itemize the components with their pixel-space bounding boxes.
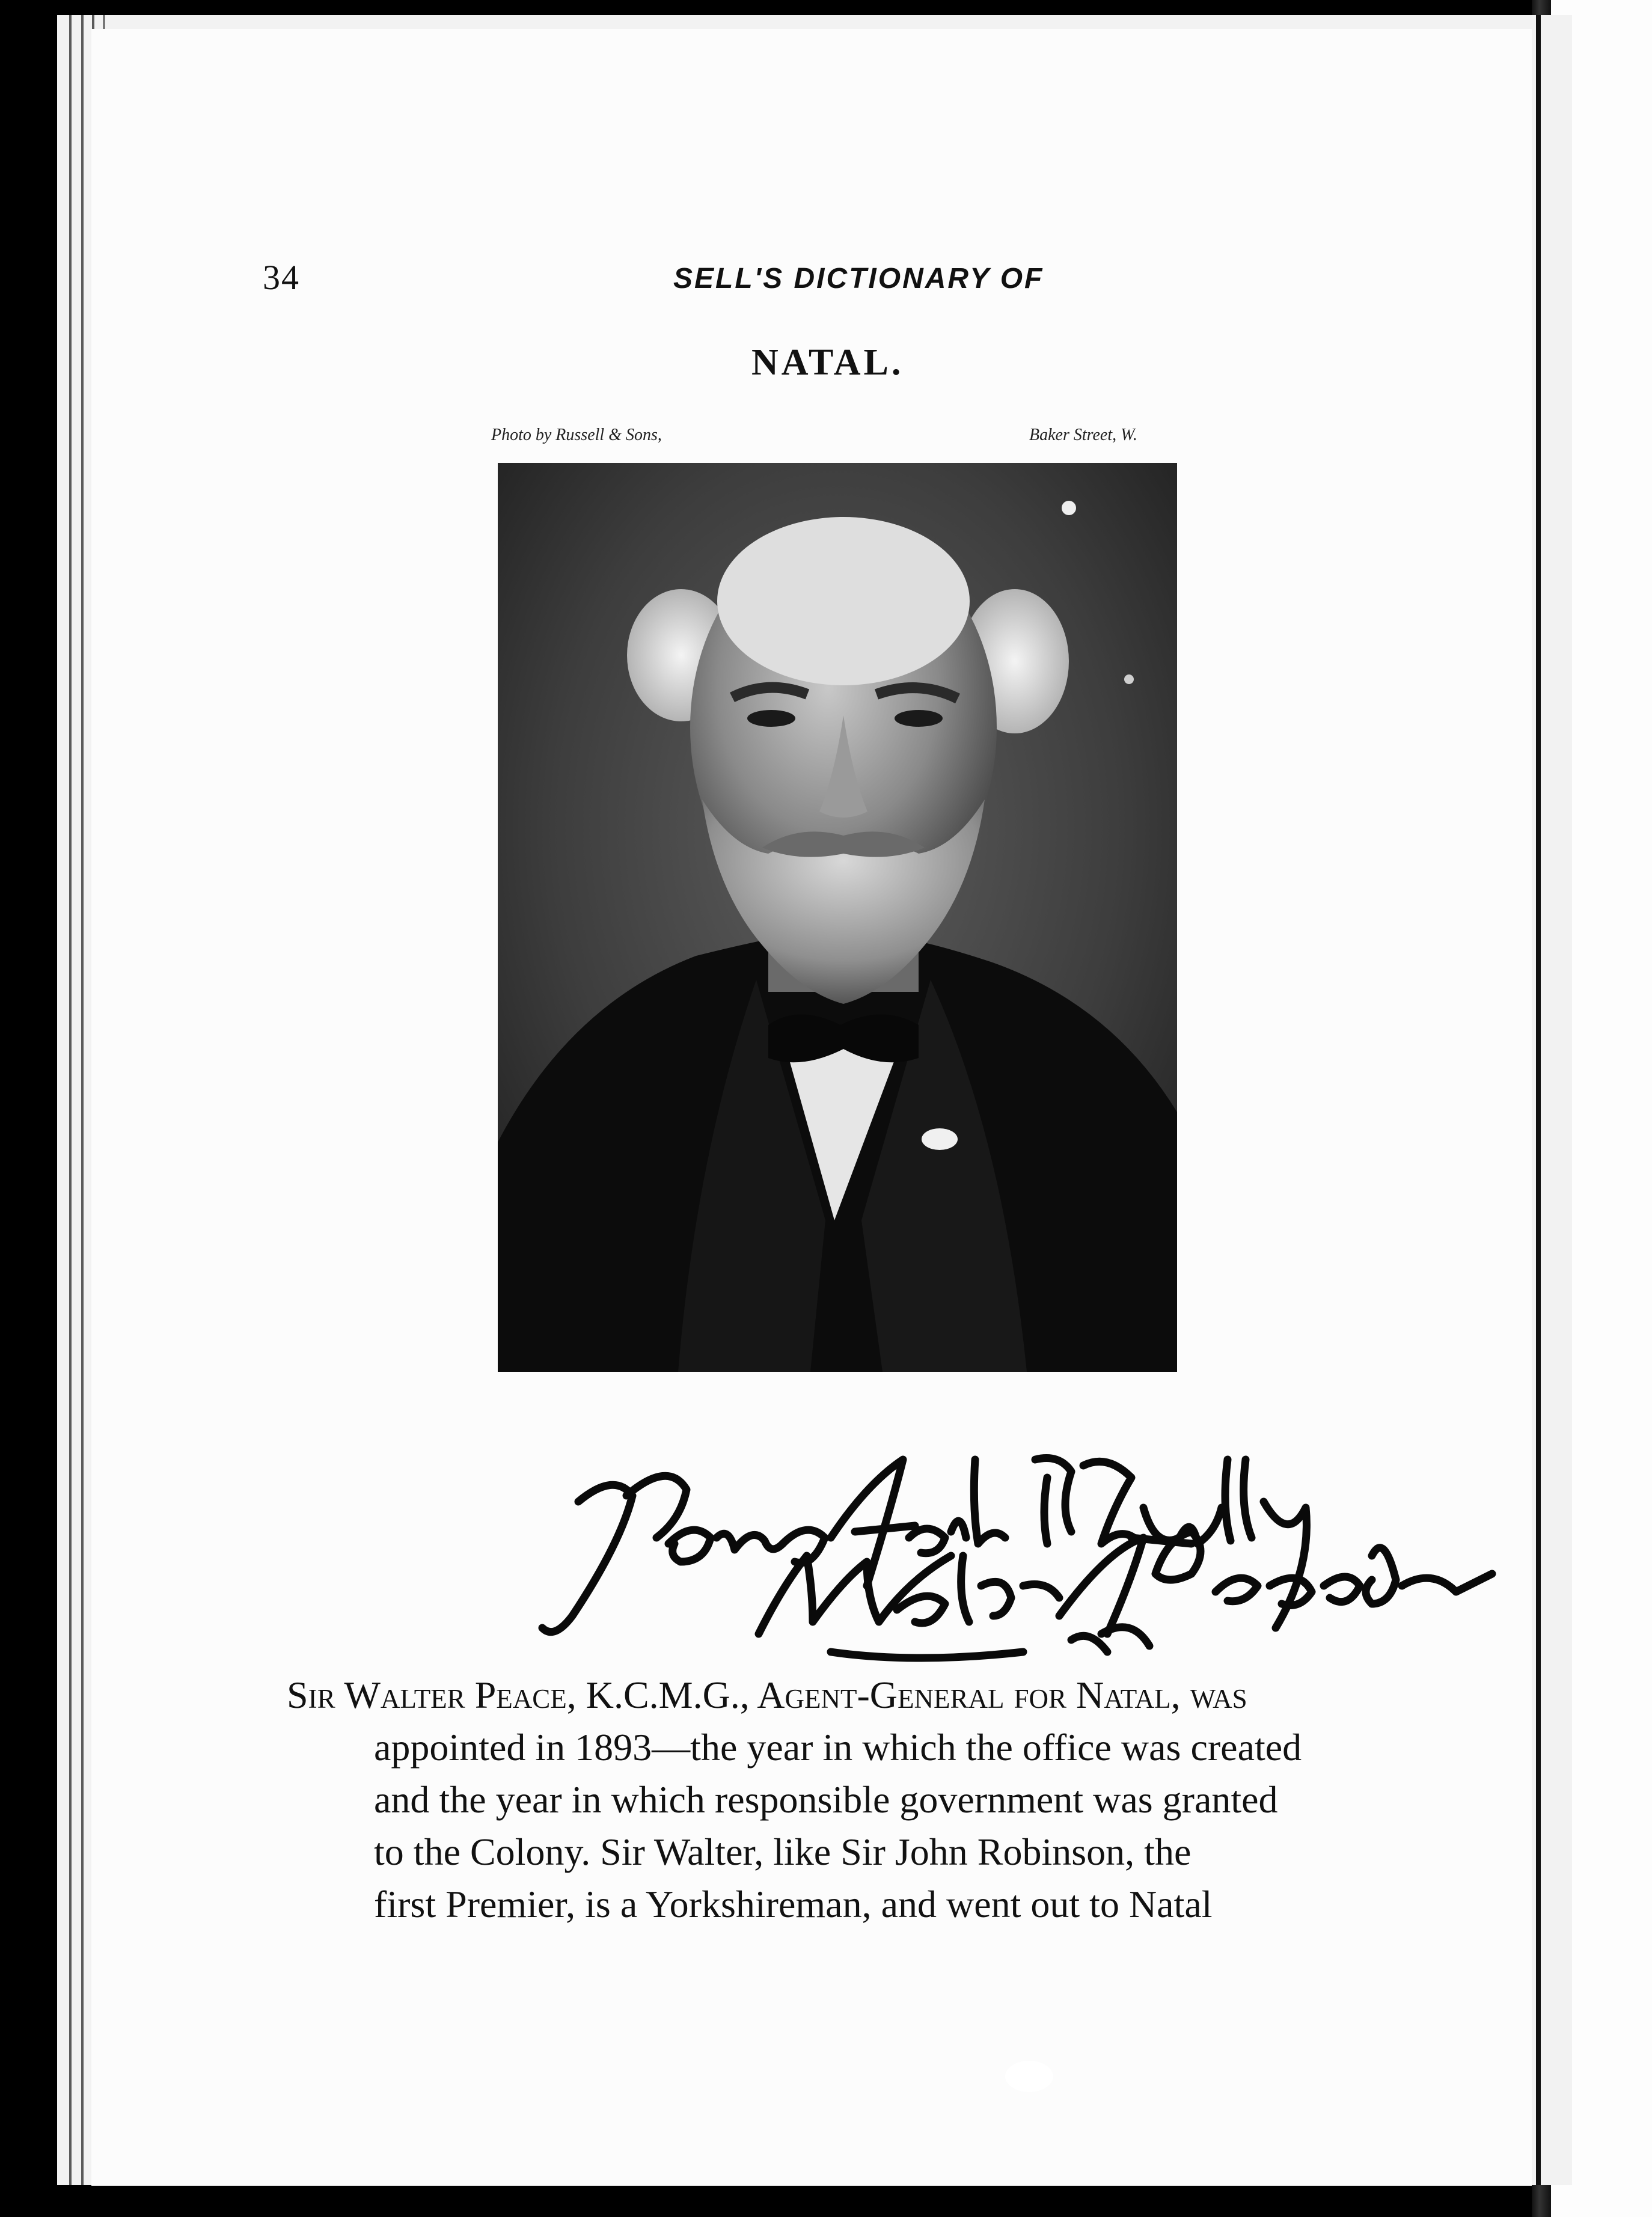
section-title: NATAL.: [751, 342, 904, 383]
running-head: [91, 257, 1532, 305]
body-line-3: and the year in which responsible government was granted: [374, 1778, 1278, 1821]
scan-speck: [1005, 2061, 1053, 2092]
biography-text: [287, 1669, 1525, 1930]
signature-drawing: [530, 1436, 1540, 1676]
book-page: [91, 29, 1532, 2186]
page-number: 34: [263, 258, 300, 297]
body-line-5: first Premier, is a Yorkshireman, and went out to Natal: [374, 1883, 1213, 1925]
book-title: SELL'S DICTIONARY OF: [673, 263, 1044, 295]
portrait-image: [498, 463, 1177, 1372]
photo-credit-address: Baker Street, W.: [1029, 426, 1137, 444]
handwritten-signature: [530, 1436, 1540, 1676]
body-line-2: appointed in 1893—the year in which the office was created: [374, 1726, 1302, 1769]
portrait-photo: [498, 463, 1177, 1372]
body-line-1: Sir Walter Peace, K.C.M.G., Agent-General for Natal, was: [287, 1674, 1247, 1716]
photo-credit-photographer: Photo by Russell & Sons,: [491, 426, 662, 444]
body-line-4: to the Colony. Sir Walter, like Sir John Robinson, the: [374, 1830, 1192, 1873]
